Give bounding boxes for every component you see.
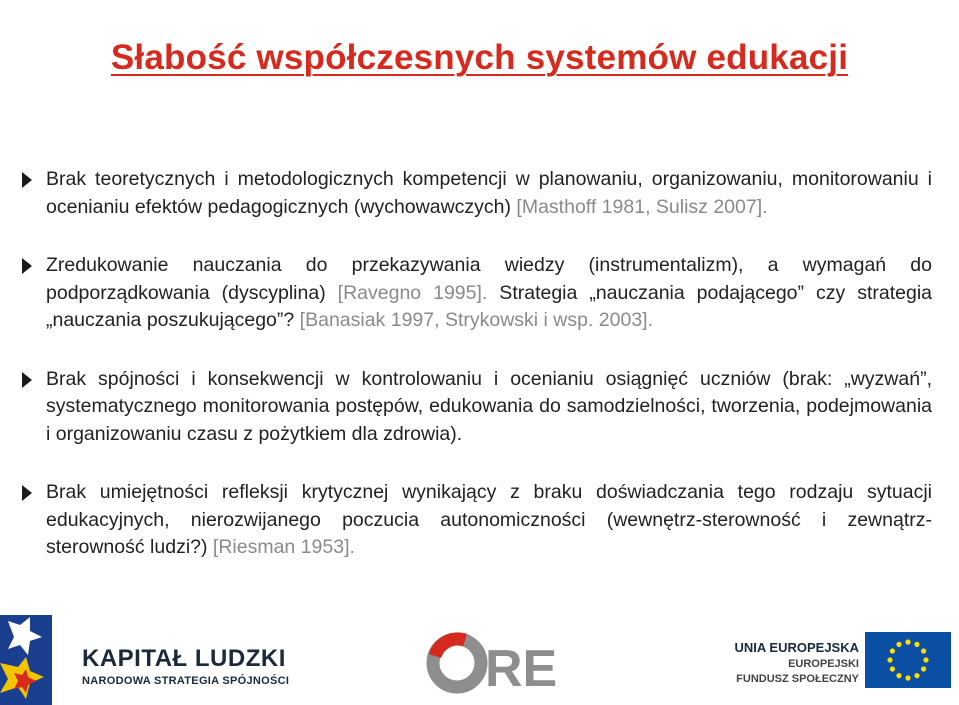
bullet-item xyxy=(20,366,932,449)
svg-text:RE: RE xyxy=(485,640,558,698)
kapital-ludzki-logo xyxy=(0,615,300,705)
kapital-ludzki-title: KAPITAŁ LUDZKI xyxy=(82,645,286,672)
bullet-arrow-icon xyxy=(22,485,32,501)
bullet-list xyxy=(20,166,932,593)
bullet-arrow-icon xyxy=(22,372,32,388)
bullet-text: Brak umiejętności refleksji krytycznej wynikający z braku doświadczania tego rodzaju sytuacji edukacyjnych, nierozwijanego poczucia autonomiczności (wewnętrz-sterowność i zewnątrz-sterowność ludzi?) xyxy=(46,481,932,558)
eu-flag-icon xyxy=(865,632,951,688)
bullet-arrow-icon xyxy=(22,172,32,188)
bullet-reference: [Masthoff 1981, Sulisz 2007]. xyxy=(516,195,768,218)
footer-logos xyxy=(0,615,959,705)
bullet-item xyxy=(20,479,932,562)
bullet-text-continued: Strategia „nauczania podającego” czy strategia „nauczania poszukującego”? xyxy=(46,281,932,331)
bullet-text: Brak teoretycznych i metodologicznych kompetencji w planowaniu, organizowaniu, monitorowaniu i ocenianiu efektów pedagogicznych (wychowawczych) xyxy=(46,168,932,218)
eu-fund-label-2: FUNDUSZ SPOŁECZNY xyxy=(736,673,859,685)
eu-logo xyxy=(700,615,959,705)
ore-logo xyxy=(425,630,565,700)
kapital-ludzki-star-icon xyxy=(0,615,70,705)
ore-logo-icon xyxy=(425,630,565,700)
bullet-text: Brak spójności i konsekwencji w kontrolowaniu i ocenianiu osiągnięć uczniów (brak: „wyzwań”, systematycznego monitorowania postępów, edukowania do samodzielności, tworzenia, podejmowania i organizowaniu czasu z pożytkiem dla zdrowia). xyxy=(46,367,932,445)
bullet-text: Zredukowanie nauczania do przekazywania wiedzy (instrumentalizm), a wymagań do podporządkowania (dyscyplina) xyxy=(46,254,932,304)
bullet-arrow-icon xyxy=(22,258,32,274)
slide-title: Słabość współczesnych systemów edukacji xyxy=(110,38,849,77)
eu-fund-label-1: EUROPEJSKI xyxy=(788,658,859,670)
eu-union-label: UNIA EUROPEJSKA xyxy=(734,640,859,655)
kapital-ludzki-subtitle: NARODOWA STRATEGIA SPÓJNOŚCI xyxy=(82,675,290,687)
bullet-reference: [Ravegno 1995]. xyxy=(337,281,488,304)
bullet-item xyxy=(20,166,932,221)
bullet-item xyxy=(20,252,932,335)
bullet-reference-2: [Banasiak 1997, Strykowski i wsp. 2003]. xyxy=(299,309,654,331)
bullet-reference: [Riesman 1953]. xyxy=(212,536,355,558)
